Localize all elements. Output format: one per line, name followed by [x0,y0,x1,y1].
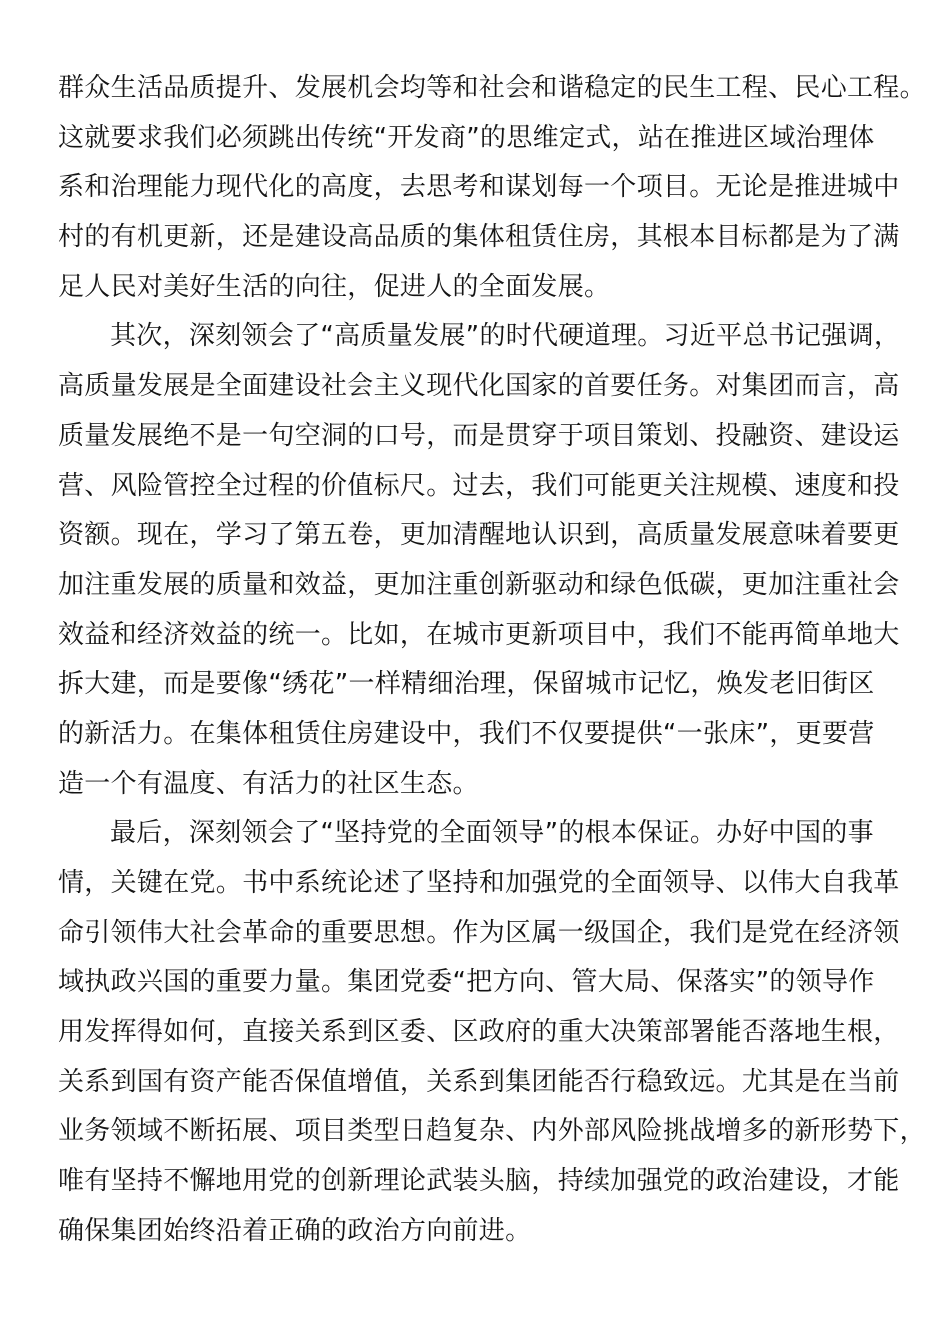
text-line: 质量发展绝不是一句空洞的口号，而是贯穿于项目策划、投融资、建设运 [58,420,900,451]
text-line: 用发挥得如何，直接关系到区委、区政府的重大决策部署能否落地生根， [58,1017,900,1048]
text-line: 群众生活品质提升、发展机会均等和社会和谐稳定的民生工程、民心工程。 [58,73,926,103]
text-line: 资额。现在，学习了第五卷，更加清醒地认识到，高质量发展意味着要更 [58,520,900,551]
text-line: 营、风险管控全过程的价值标尺。过去，我们可能更关注规模、速度和投 [58,470,900,501]
paragraph-start-line: 其次，深刻领会了“高质量发展”的时代硬道理。习近平总书记强调， [110,321,901,352]
text-line: 业务领域不断拓展、项目类型日趋复杂、内外部风险挑战增多的新形势下， [58,1116,926,1147]
text-line: 足人民对美好生活的向往，促进人的全面发展。 [58,271,611,302]
text-line: 加注重发展的质量和效益，更加注重创新驱动和绿色低碳，更加注重社会 [58,569,900,600]
text-line: 的新活力。在集体租赁住房建设中，我们不仅要提供“一张床”，更要营 [58,718,875,749]
text-line: 域执政兴国的重要力量。集团党委“把方向、管大局、保落实”的领导作 [58,967,875,998]
text-line: 这就要求我们必须跳出传统“开发商”的思维定式，站在推进区域治理体 [58,122,875,153]
text-line: 造一个有温度、有活力的社区生态。 [58,768,479,799]
text-line: 效益和经济效益的统一。比如，在城市更新项目中，我们不能再简单地大 [58,619,900,650]
text-line: 唯有坚持不懈地用党的创新理论武装头脑，持续加强党的政治建设，才能 [58,1166,900,1197]
text-line: 系和治理能力现代化的高度，去思考和谋划每一个项目。无论是推进城中 [58,172,900,203]
text-line: 拆大建，而是要像“绣花”一样精细治理，保留城市记忆，焕发老旧街区 [58,669,875,700]
text-line: 情，关键在党。书中系统论述了坚持和加强党的全面领导、以伟大自我革 [58,868,900,898]
text-line: 高质量发展是全面建设社会主义现代化国家的首要任务。对集团而言，高 [58,371,900,402]
text-line: 村的有机更新，还是建设高品质的集体租赁住房，其根本目标都是为了满 [58,222,900,253]
text-line: 关系到国有资产能否保值增值，关系到集团能否行稳致远。尤其是在当前 [58,1066,900,1097]
text-line: 命引领伟大社会革命的重要思想。作为区属一级国企，我们是党在经济领 [58,917,900,948]
paragraph-start-line: 最后，深刻领会了“坚持党的全面领导”的根本保证。办好中国的事 [110,818,874,849]
body-text [58,64,926,1257]
text-line: 确保集团始终沿着正确的政治方向前进。 [58,1215,532,1246]
